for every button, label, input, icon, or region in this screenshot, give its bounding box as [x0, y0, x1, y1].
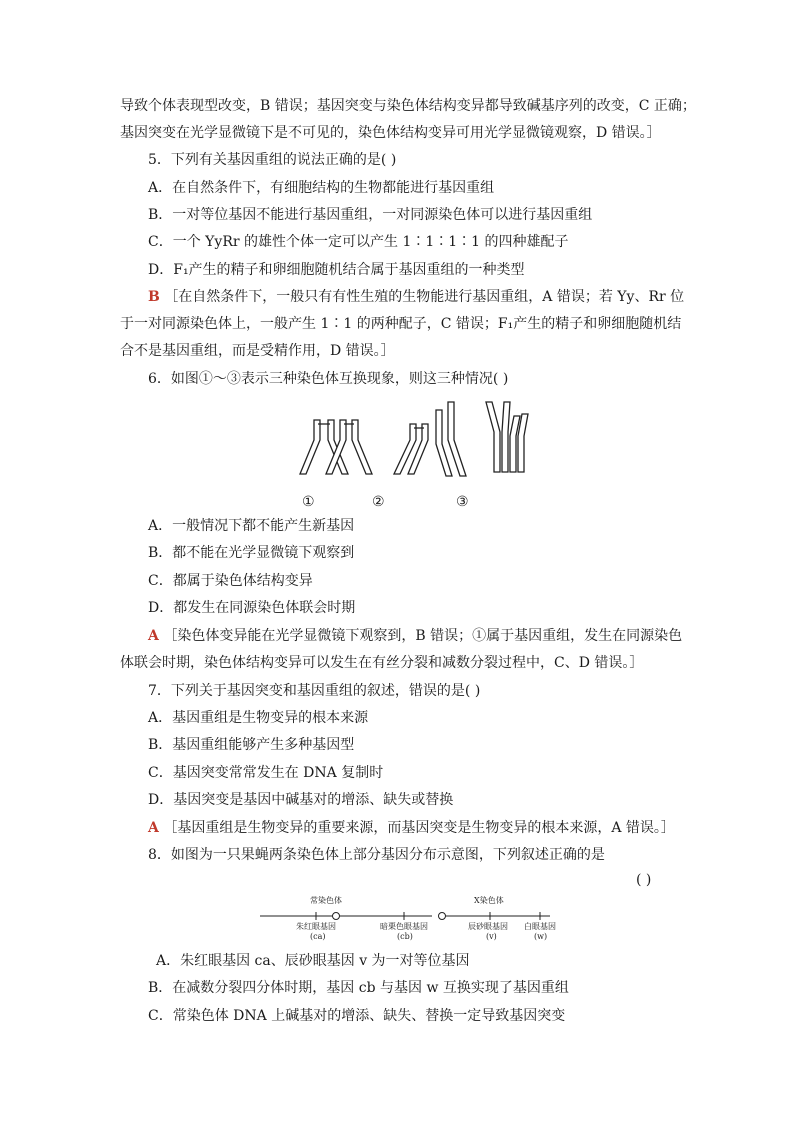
question-6: 6．如图①～③表示三种染色体互换现象，则这三种情况( ) [148, 371, 509, 387]
gene-symbol: (ca) [310, 932, 326, 941]
explanation-5 [148, 287, 708, 307]
chromosome-exchange-figure [290, 396, 490, 516]
option-6d: D．都发生在同源染色体联会时期 [148, 600, 356, 616]
gene-name: 辰砂眼基因 [468, 922, 508, 931]
option-8b: B．在减数分裂四分体时期，基因 cb 与基因 w 互换实现了基因重组 [148, 980, 569, 996]
option-6c: C．都属于染色体结构变异 [148, 573, 313, 589]
gene-name: 白眼基因 [524, 922, 556, 931]
gene-symbol: (cb) [397, 932, 413, 941]
option-5c: C．一个 YyRr 的雄性个体一定可以产生 1∶1∶1∶1 的四种雄配子 [148, 234, 569, 250]
option-5a: A．在自然条件下，有细胞结构的生物都能进行基因重组 [148, 180, 495, 196]
answer-blank: ( ) [636, 872, 652, 888]
text-line: 合不是基因重组，而是受精作用，D 错误。］ [120, 343, 395, 359]
question-5: 5．下列有关基因重组的说法正确的是( ) [148, 152, 397, 168]
option-7a: A．基因重组是生物变异的根本来源 [148, 710, 369, 726]
centromere-x [439, 913, 446, 920]
text-line: 于一对同源染色体上，一般产生 1∶1 的两种配子，C 错误；F₁产生的精子和卵细胞随机结 [120, 316, 682, 332]
option-6a: A．一般情况下都不能产生新基因 [148, 518, 355, 534]
answer-6: A [148, 628, 159, 644]
figure-part-2 [394, 402, 466, 476]
option-7c: C．基因突变常常发生在 DNA 复制时 [148, 765, 384, 781]
gene-symbol: (v) [486, 932, 497, 941]
option-5b: B．一对等位基因不能进行基因重组，一对同源染色体可以进行基因重组 [148, 207, 593, 223]
figure-label-3: ③ [456, 494, 469, 510]
gene-name: 暗栗色眼基因 [380, 922, 428, 931]
gene-map-figure [260, 896, 560, 946]
explanation-7 [148, 818, 708, 838]
option-7d: D．基因突变是基因中碱基对的增添、缺失或替换 [148, 792, 454, 808]
explanation-text: ［在自然条件下，一般只有有性生殖的生物能进行基因重组，A 错误；若 Yy、Rr 位 [164, 289, 685, 305]
text-line: 体联会时期，染色体结构变异可以发生在有丝分裂和减数分裂过程中，C、D 错误。］ [120, 655, 644, 671]
figure-part-1 [300, 420, 372, 474]
explanation-6 [148, 626, 708, 646]
gene-symbol: (w) [534, 932, 548, 941]
figure-label-2: ② [372, 494, 385, 510]
figure-label-1: ① [302, 494, 315, 510]
explanation-text: ［基因重组是生物变异的重要来源，而基因突变是生物变异的根本来源，A 错误。］ [163, 820, 675, 836]
x-chromosome-label: X染色体 [474, 896, 504, 905]
explanation-text: ［染色体变异能在光学显微镜下观察到，B 错误；①属于基因重组，发生在同源染色 [163, 628, 683, 644]
autosome-label: 常染色体 [310, 896, 342, 905]
text-line: 基因突变在光学显微镜下是不可见的，染色体结构变异可用光学显微镜观察，D 错误。］ [120, 125, 661, 141]
option-6b: B．都不能在光学显微镜下观察到 [148, 545, 355, 561]
answer-7: A [148, 820, 159, 836]
option-5d: D．F₁产生的精子和卵细胞随机结合属于基因重组的一种类型 [148, 262, 525, 278]
question-8: 8．如图为一只果蝇两条染色体上部分基因分布示意图，下列叙述正确的是 [148, 847, 605, 863]
figure-part-3 [486, 402, 528, 472]
option-8a: A．朱红眼基因 ca、辰砂眼基因 v 为一对等位基因 [156, 953, 470, 969]
gene-name: 朱红眼基因 [296, 922, 336, 931]
option-8c: C．常染色体 DNA 上碱基对的增添、缺失、替换一定导致基因突变 [148, 1008, 566, 1024]
option-7b: B．基因重组能够产生多种基因型 [148, 737, 355, 753]
centromere-autosome [333, 913, 340, 920]
question-7: 7．下列关于基因突变和基因重组的叙述，错误的是( ) [148, 683, 481, 699]
text-line: 导致个体表现型改变，B 错误；基因突变与染色体结构变异都导致碱基序列的改变，C 正确； [120, 98, 696, 114]
answer-5: B [148, 289, 160, 305]
